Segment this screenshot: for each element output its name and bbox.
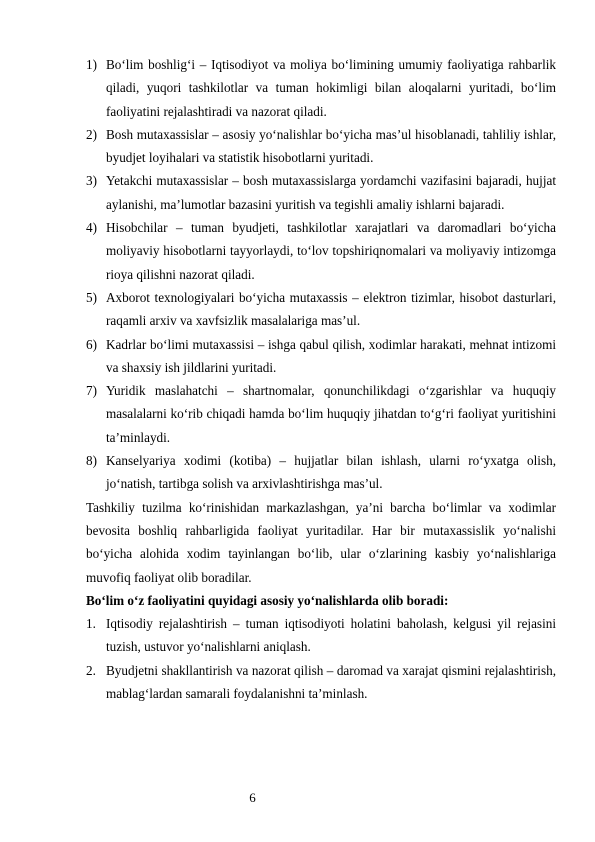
list-item-number: 3) xyxy=(86,173,97,189)
page-number-text: 6 xyxy=(249,790,256,805)
list-item-number: 5) xyxy=(86,289,97,305)
activity-directions-list xyxy=(86,612,556,705)
list-item-text: Yetakchi mutaxassislar – bosh mutaxassislarga yordamchi vazifasini bajaradi, hujjat aylanishi, ma’lumotlar bazasini yuritish va tegishli amaliy ishlarni bajaradi. xyxy=(106,173,556,212)
list-item xyxy=(86,53,556,123)
page-number xyxy=(0,790,595,806)
list-item xyxy=(86,449,556,496)
document-body xyxy=(86,53,556,705)
list-item-text: Iqtisodiy rejalashtirish – tuman iqtisodiyoti holatini baholash, kelgusi yil rejasini tuzish, ustuvor yo‘nalishlarni aniqlash. xyxy=(106,616,556,655)
list-item-number: 6) xyxy=(86,336,97,352)
list-item-number: 7) xyxy=(86,383,97,399)
list-item-number: 1. xyxy=(86,616,96,632)
list-item-number: 1) xyxy=(86,57,97,72)
section-heading: Bo‘lim o‘z faoliyatini quyidagi asosiy yo‘nalishlarda olib boradi: xyxy=(86,592,449,608)
list-item-number: 2) xyxy=(86,126,97,142)
list-item xyxy=(86,123,556,170)
list-item xyxy=(86,286,556,333)
list-item xyxy=(86,612,556,659)
list-item-text: Bosh mutaxassislar – asosiy yo‘nalishlar bo‘yicha mas’ul hisoblanadi, tahliliy ishlar, byudjet loyihalari va statistik hisobotlarni yuritadi. xyxy=(106,126,556,166)
list-item-text: Axborot texnologiyalari bo‘yicha mutaxassis – elektron tizimlar, hisobot dasturlari, raqamli arxiv va xavfsizlik masalalariga mas’ul. xyxy=(106,289,556,329)
list-item-text: Hisobchilar – tuman byudjeti, tashkilotlar xarajatlari va daromadlari bo‘yicha moliyaviy hisobotlarni tayyorlaydi, to‘lov topshiriqnomalari va moliyaviy intizomga rioya qilishni nazorat qiladi. xyxy=(106,220,556,282)
list-item xyxy=(86,379,556,449)
list-item xyxy=(86,659,556,706)
list-item-text: Bo‘lim boshlig‘i – Iqtisodiyot va moliya bo‘limining umumiy faoliyatiga rahbarlik qiladi, yuqori tashkilotlar va tuman hokimligi bilan aloqalarni yuritadi, bo‘lim faoliyatini rejalashtiradi va nazorat qiladi. xyxy=(106,57,556,119)
list-item-text: Byudjetni shakllantirish va nazorat qilish – daromad va xarajat qismini rejalashtirish, mablag‘lardan samarali foydalanishni ta’minlash. xyxy=(106,662,556,702)
list-item xyxy=(86,333,556,380)
list-item-number: 4) xyxy=(86,220,97,236)
list-item-number: 2. xyxy=(86,662,96,678)
list-item xyxy=(86,216,556,286)
structure-paragraph: Tashkiliy tuzilma ko‘rinishidan markazlashgan, ya’ni barcha bo‘limlar va xodimlar bevosita boshliq rahbarligida faoliyat yuritadilar. Har bir mutaxassislik yo‘nalishi bo‘yicha alohida xodim tayinlangan bo‘lib, ular o‘zlarining kasbiy yo‘nalishlariga muvofiq faoliyat olib boradilar. xyxy=(86,499,556,585)
list-item-text: Kadrlar bo‘limi mutaxassisi – ishga qabul qilish, xodimlar harakati, mehnat intizomi va shaxsiy ish jildlarini yuritadi. xyxy=(106,336,556,375)
list-item-text: Yuridik maslahatchi – shartnomalar, qonunchilikdagi o‘zgarishlar va huquqiy masalalarni ko‘rib chiqadi hamda bo‘lim huquqiy jihatdan to‘g‘ri faoliyat yuritishini ta’minlaydi. xyxy=(106,383,556,445)
list-item-number: 8) xyxy=(86,453,97,469)
staff-roles-list xyxy=(86,53,556,496)
list-item xyxy=(86,169,556,216)
list-item-text: Kanselyariya xodimi (kotiba) – hujjatlar bilan ishlash, ularni ro‘yxatga olish, jo‘natish, tartibga solish va arxivlashtirishga mas’ul. xyxy=(106,453,556,492)
